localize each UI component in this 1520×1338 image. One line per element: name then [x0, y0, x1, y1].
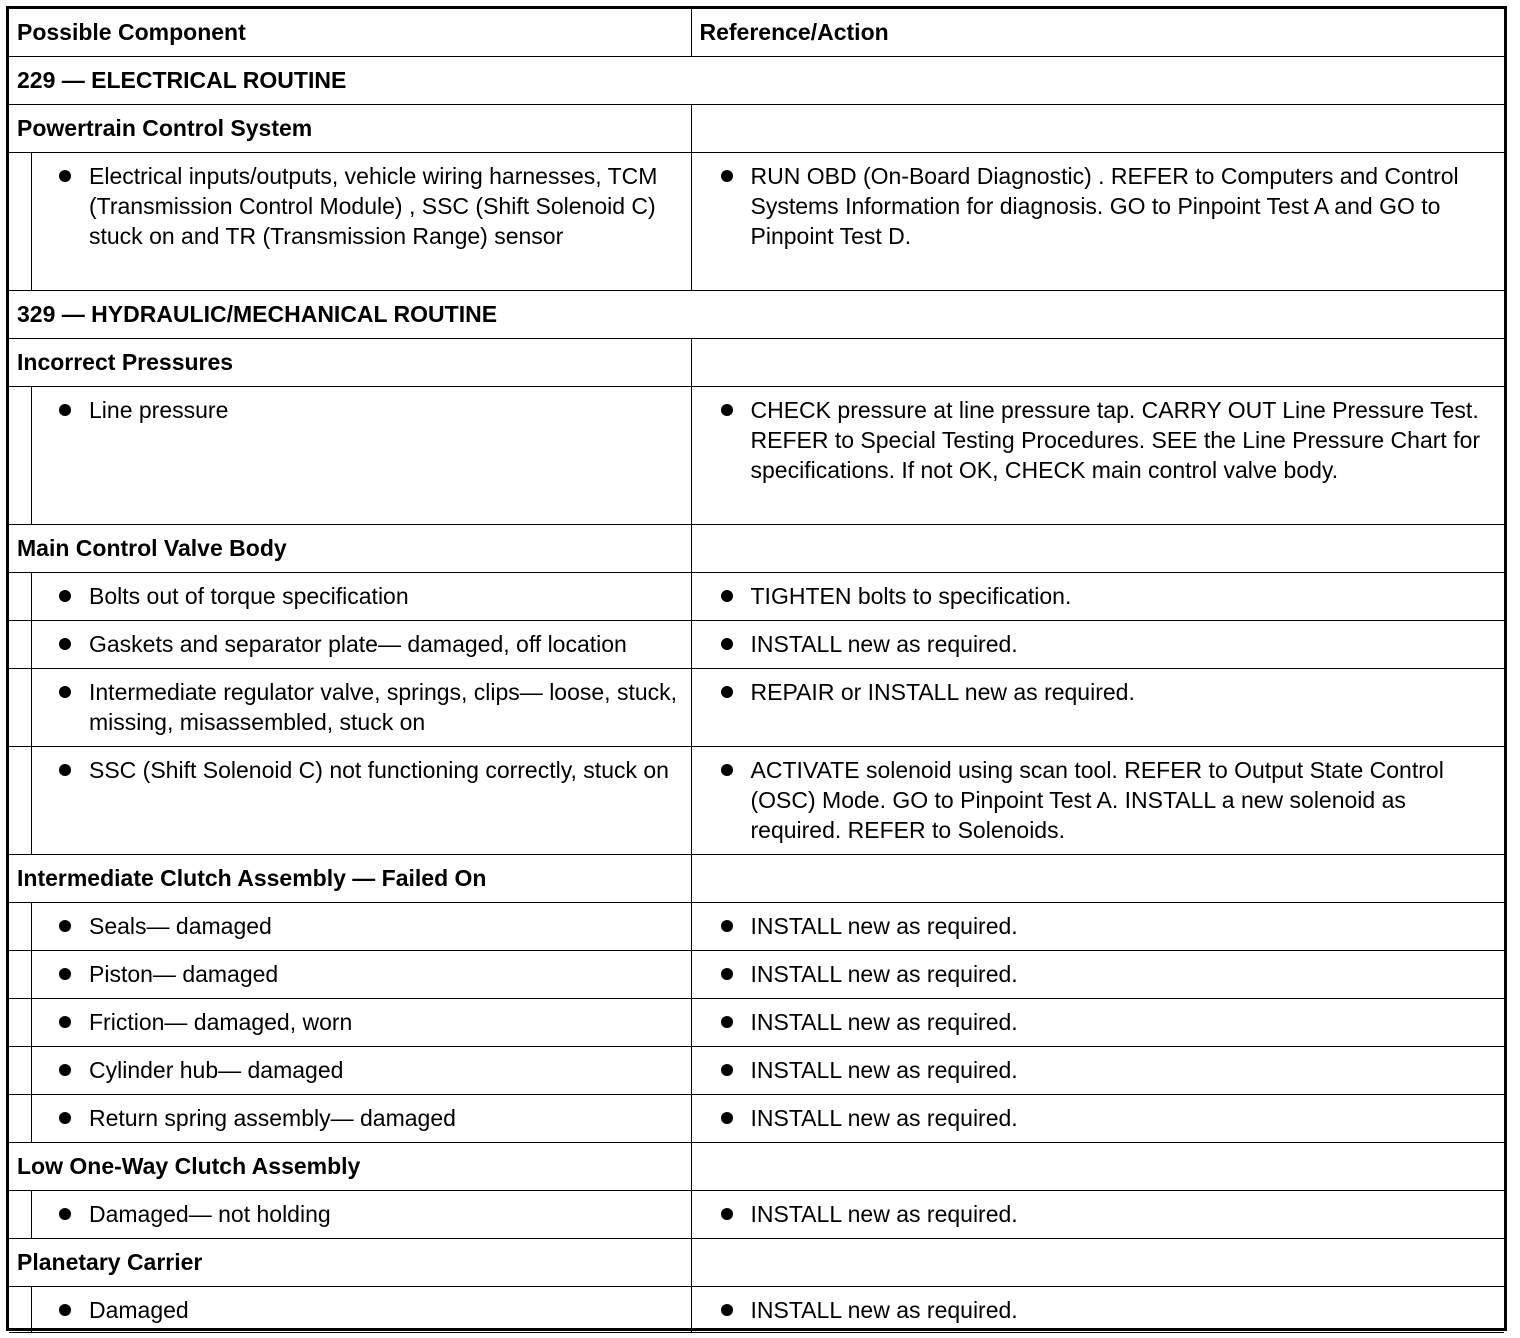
bullet-icon — [59, 170, 71, 182]
component-cell — [9, 1094, 691, 1142]
bullet-icon — [721, 764, 733, 776]
component-text: Return spring assembly— damaged — [89, 1104, 456, 1131]
diagnosis-table — [9, 9, 1504, 1333]
component-cell — [9, 668, 691, 746]
group-row — [9, 104, 1504, 152]
table-row — [9, 746, 1504, 854]
action-text: INSTALL new as required. — [750, 1200, 1018, 1227]
component-cell — [9, 1286, 691, 1332]
action-cell — [691, 998, 1504, 1046]
group-empty-cell — [691, 338, 1504, 386]
component-text: Damaged — [89, 1296, 189, 1323]
component-text: Cylinder hub— damaged — [89, 1056, 344, 1083]
diagnosis-table-frame — [6, 6, 1507, 1331]
action-text: INSTALL new as required. — [750, 960, 1018, 987]
component-text: Friction— damaged, worn — [89, 1008, 353, 1035]
action-text: REPAIR or INSTALL new as required. — [750, 678, 1135, 705]
bullet-icon — [721, 1304, 733, 1316]
group-empty-cell — [691, 1142, 1504, 1190]
table-row — [9, 1190, 1504, 1238]
section-row — [9, 290, 1504, 338]
bullet-icon — [721, 404, 733, 416]
bullet-icon — [721, 170, 733, 182]
header-reference-action: Reference/Action — [691, 9, 1504, 56]
action-cell — [691, 152, 1504, 290]
bullet-icon — [59, 1064, 71, 1076]
group-label: Powertrain Control System — [9, 104, 691, 152]
table-row — [9, 902, 1504, 950]
group-label: Main Control Valve Body — [9, 524, 691, 572]
component-text: SSC (Shift Solenoid C) not functioning correctly, stuck on — [89, 756, 669, 783]
bullet-icon — [721, 638, 733, 650]
action-cell — [691, 668, 1504, 746]
action-cell — [691, 1094, 1504, 1142]
group-empty-cell — [691, 854, 1504, 902]
component-text: Damaged— not holding — [89, 1200, 331, 1227]
table-row — [9, 1094, 1504, 1142]
bullet-icon — [59, 404, 71, 416]
action-cell — [691, 620, 1504, 668]
action-cell — [691, 902, 1504, 950]
group-label: Planetary Carrier — [9, 1238, 691, 1286]
action-text: TIGHTEN bolts to specification. — [750, 582, 1072, 609]
bullet-icon — [59, 686, 71, 698]
group-empty-cell — [691, 104, 1504, 152]
action-text: INSTALL new as required. — [750, 1104, 1018, 1131]
group-empty-cell — [691, 1238, 1504, 1286]
bullet-icon — [59, 920, 71, 932]
component-cell — [9, 386, 691, 524]
component-cell — [9, 1190, 691, 1238]
header-possible-component: Possible Component — [9, 9, 691, 56]
component-cell — [9, 572, 691, 620]
component-cell — [9, 746, 691, 854]
component-cell — [9, 902, 691, 950]
bullet-icon — [59, 590, 71, 602]
group-label: Low One-Way Clutch Assembly — [9, 1142, 691, 1190]
component-text: Intermediate regulator valve, springs, clips— loose, stuck, missing, misassembled, stuck on — [89, 678, 678, 735]
action-text: INSTALL new as required. — [750, 630, 1018, 657]
action-cell — [691, 746, 1504, 854]
component-text: Piston— damaged — [89, 960, 279, 987]
table-row — [9, 1286, 1504, 1332]
action-text: INSTALL new as required. — [750, 1008, 1018, 1035]
section-row — [9, 56, 1504, 104]
action-text: CHECK pressure at line pressure tap. CARRY OUT Line Pressure Test. REFER to Special Testing Procedures. SEE the Line Pressure Chart for specifications. If not OK, CHECK main control valve body. — [750, 396, 1481, 483]
component-text: Gaskets and separator plate— damaged, off location — [89, 630, 627, 657]
component-cell — [9, 152, 691, 290]
table-row — [9, 572, 1504, 620]
group-row — [9, 854, 1504, 902]
bullet-icon — [59, 1112, 71, 1124]
action-cell — [691, 386, 1504, 524]
bullet-icon — [59, 968, 71, 980]
component-cell — [9, 998, 691, 1046]
action-cell — [691, 572, 1504, 620]
action-cell — [691, 1286, 1504, 1332]
bullet-icon — [59, 1304, 71, 1316]
component-text: Electrical inputs/outputs, vehicle wiring harnesses, TCM (Transmission Control Module) , SSC (Shift Solenoid C) stuck on and TR (Transmission Range) sensor — [89, 162, 658, 249]
component-cell — [9, 1046, 691, 1094]
table-row — [9, 620, 1504, 668]
component-cell — [9, 620, 691, 668]
group-row — [9, 1142, 1504, 1190]
section-label: 329 — HYDRAULIC/MECHANICAL ROUTINE — [9, 290, 1504, 338]
action-text: RUN OBD (On-Board Diagnostic) . REFER to Computers and Control Systems Information for diagnosis. GO to Pinpoint Test A and GO to Pinpoint Test D. — [750, 162, 1459, 249]
bullet-icon — [721, 1208, 733, 1220]
bullet-icon — [59, 638, 71, 650]
component-text: Bolts out of torque specification — [89, 582, 409, 609]
bullet-icon — [721, 920, 733, 932]
component-text: Line pressure — [89, 396, 229, 423]
section-label: 229 — ELECTRICAL ROUTINE — [9, 56, 1504, 104]
table-row — [9, 998, 1504, 1046]
table-header-row — [9, 9, 1504, 56]
table-row — [9, 668, 1504, 746]
action-text: INSTALL new as required. — [750, 912, 1018, 939]
group-label: Intermediate Clutch Assembly — Failed On — [9, 854, 691, 902]
table-row — [9, 386, 1504, 524]
group-label: Incorrect Pressures — [9, 338, 691, 386]
action-cell — [691, 950, 1504, 998]
group-row — [9, 1238, 1504, 1286]
table-row — [9, 950, 1504, 998]
bullet-icon — [59, 1208, 71, 1220]
bullet-icon — [59, 764, 71, 776]
bullet-icon — [721, 1016, 733, 1028]
component-text: Seals— damaged — [89, 912, 272, 939]
group-row — [9, 338, 1504, 386]
component-cell — [9, 950, 691, 998]
group-row — [9, 524, 1504, 572]
action-text: INSTALL new as required. — [750, 1056, 1018, 1083]
action-cell — [691, 1190, 1504, 1238]
action-text: INSTALL new as required. — [750, 1296, 1018, 1323]
bullet-icon — [721, 1064, 733, 1076]
bullet-icon — [721, 686, 733, 698]
bullet-icon — [721, 1112, 733, 1124]
action-text: ACTIVATE solenoid using scan tool. REFER to Output State Control (OSC) Mode. GO to Pinpoint Test A. INSTALL a new solenoid as required. REFER to Solenoids. — [750, 756, 1444, 843]
table-row — [9, 152, 1504, 290]
bullet-icon — [721, 968, 733, 980]
bullet-icon — [59, 1016, 71, 1028]
table-row — [9, 1046, 1504, 1094]
action-cell — [691, 1046, 1504, 1094]
group-empty-cell — [691, 524, 1504, 572]
bullet-icon — [721, 590, 733, 602]
